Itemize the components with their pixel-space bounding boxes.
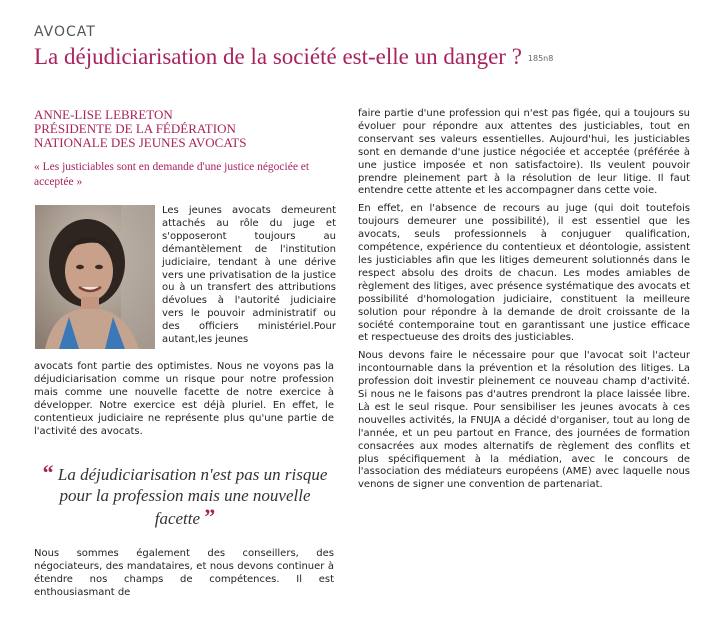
close-quote-mark: ” — [204, 504, 216, 529]
open-quote-mark: “ — [42, 460, 54, 485]
author-role-line-1: PRÉSIDENTE DE LA FÉDÉRATION — [34, 121, 236, 136]
headline-text: La déjudiciarisation de la société est-elle un danger ? — [34, 44, 522, 69]
column1-text: avocats font partie des optimistes. Nous ne voyons pas la déjudiciarisation comme un risque pour notre profession mais comme une nouvelle facette de notre exercice à développer. Notre exercice est déjà pluriel. En effet, le contentieux judiciaire ne représente plus qu'une partie de l'activité des avocats. — [34, 361, 334, 437]
column1-wrapped-text: Les jeunes avocats demeurent attachés au rôle du juge et s'opposeront toujours au démantèlement de l'institution judiciaire, tendant à une dérive vers une privatisation de la justice ou à un transfert des attributions dévolues à l'autorité judiciaire vers le pouvoir administratif ou des officiers ministériel.Pour autant,les jeunes — [162, 205, 336, 346]
paragraph: En effet, en l'absence de recours au juge (qui doit toutefois toujours demeurer une possibilité), il est essentiel que les avocats, seuls professionnels à conjuguer qualification, compétence, expérience du contentieux et déontologie, assistent les justiciables afin que les litiges demeurent solutionnés dans le respect absolu des droits de chacun. Les modes amiables de règlement des litiges, avec présence systématique des avocats et possibilité d'homologation judiciaire, constituent la meilleure solution pour répondre à la demande de droit croissante de la société contemporaine tout en garantissant une justice efficace et respectueuse des droits des justiciables. — [358, 203, 690, 344]
pull-quote-text: La déjudiciarisation n'est pas un risque pour la profession mais une nouvelle facette — [57, 465, 328, 528]
author-photo — [35, 205, 155, 349]
column2 — [358, 108, 690, 497]
portrait-image — [35, 205, 155, 349]
paragraph: faire partie d'une profession qui n'est pas figée, qui a toujours su évoluer pour répondre aux attentes des justiciables, tout en conservant ses valeurs essentielles. Aujourd'hui, les justiciables sont en demande d'une justice négociée et acceptée (préférée à une justice imposée et non satisfactoire). Ils veulent pouvoir prendre pleinement part à la résolution de leur litige. Il faut entendre cette attente et les accompagner dans cette voie. — [358, 108, 690, 197]
author-role-line-2: NATIONALE DES JEUNES AVOCATS — [34, 135, 247, 150]
paragraph: Nous devons faire le nécessaire pour que l'avocat soit l'acteur incontournable dans la prévention et la résolution des litiges. La profession doit investir pleinement ce nouveau champ d'activité. Si nous ne le faisons pas d'autres prendront la place laissée libre. Là est le seul risque. Pour sensibiliser les jeunes avocats à ces nouvelles activités, la FNUJA a décidé d'organiser, tout au long de l'année, et un peu partout en France, des journées de formation consacrées aux modes alternatifs de règlement des conflits et plus spécifiquement à la médiation, avec le concours de l'association des médiateurs européens (AME) avec laquelle nous venons de signer une convention de partenariat. — [358, 350, 690, 491]
headline-reference: 185n8 — [527, 54, 554, 64]
section-label: AVOCAT — [34, 24, 96, 40]
author-block — [34, 108, 334, 150]
intro-quote: « Les justiciables sont en demande d'une justice négociée et acceptée » — [34, 161, 310, 188]
article-headline — [34, 44, 694, 70]
author-name: ANNE-LISE LEBRETON — [34, 107, 173, 122]
pull-quote — [40, 462, 330, 529]
column1-bottom-text: Nous sommes également des conseillers, des négociateurs, des mandataires, et nous devons continuer à étendre nos champs de compétences. Il est enthousiasmant de — [34, 548, 334, 598]
